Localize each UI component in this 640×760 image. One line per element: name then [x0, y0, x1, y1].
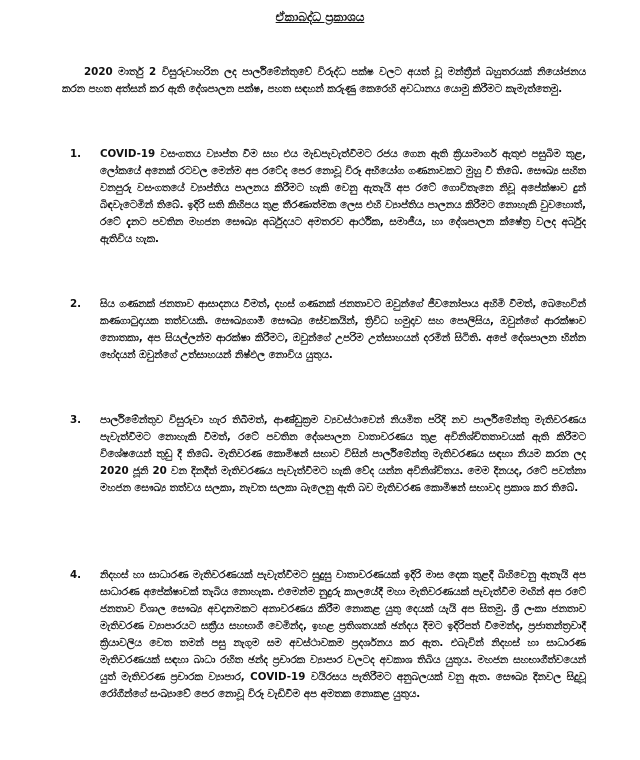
- item-number: 1.: [70, 148, 82, 160]
- item-number: 3.: [70, 414, 82, 426]
- item-text: පාර්ලිමේන්තුව විසුරුවා හැර තිබීමත්, ආණ්ඩුක්‍රම ව්‍යවස්ථාවෙන් නියමිත පරිදි නව පාර්ලිමේන්තු මැතිවරණය පැවැත්වීමට නොහැකි වීමත්, රටේ පවතින දේශපාලන වාතාවරණය තුළ අවිනිශ්චිතතාවයක් ඇති කිරීමට විශේෂයෙන් තුඩු දී තිබේ. මැතිවරණ කොමිෂන් සභාව විසින් පාර්ලිමේන්තු මැතිවරණය සඳහා නියම කරන ලද 2020 ජූනි 20 වන දිනදීත් මැතිවරණය පැවැත්වීමට හැකි වේද යන්න අවිනිශ්චිතය. මෙම දිනයද, රටේ පවත්නා මහජන සෞඛ්‍ය තත්වය සලකා, නැවත සලකා බැලෙනු ඇති බව මැතිවරණ කොමිෂන් සභාවද ප්‍රකාශ කර තිබේ.: [100, 414, 586, 494]
- item-text: COVID-19 වසංගතය ව්‍යාප්ත වීම සහ එය මැඩපැවැත්වීමට රජය ගෙන ඇති ක්‍රියාමාර්ග ඇතුළු පසුබිම තුළ, ලෝකයේ අනෙක් රටවල මෙන්ම අප රටේද පෙර නොවූ විරූ අභියෝග ගණනාවකට මුහු වී තිබේ. සෞඛ්‍ය සහිත වනපුරු වසංගතයේ ව්‍යාප්තිය පාලනය කිරීමට හැකි වෙනු ඇතැයි අප රටේ ගොවිතැනෙ නිවූ අපේක්ෂාව දුන් බිඳවැටෙමින් තිබේ. ඉදිරි සති කිහිපය තුළ තීරණාත්මක ලෙස එහි ව්‍යාප්තිය පාලනය කිරීමට නොහැකි වුවහොත්, රටේ දැනට පවතින මහජන සෞඛ්‍ය අර්බුදයට අමතරව ආර්ථික, සමාජීය, හා දේශපාලන ක්ෂේත්‍ර වලද අර්බුද ඇතිවිය හැක.: [100, 148, 586, 245]
- intro-paragraph: 2020 මාර්තු 2 විසුරුවාහරින ලද පාර්ලිමේන්තුවේ විරුද්ධ පක්ෂ වලට අයත් වූ මන්ත්‍රීන් බහුතරයක් නියෝජනය කරන පහත අත්සන් කර ඇති දේශපාලන පක්ෂ, පහත සඳහන් කරුණු කෙරෙහි අවධානය යොමු කිරීමට කැමැත්තෙමු.: [62, 66, 586, 95]
- item-number: 2.: [70, 298, 82, 310]
- item-text: නිදහස් හා සාධාරණ මැතිවරණයක් පැවැත්වීමට සුදුසු වාතාවරණයක් ඉදිරි මාස දෙක තුළදී බිහිවෙනු ඇතැයි අප සාධාරණ අපේක්ෂාවක් තැබිය නොහැක. එමෙන්ම නුදුරු කාලයේදී මහා මැතිවරණයක් පැවැත්වීම මඟින් අප රටේ ජනතාව විශාල සෞඛ්‍ය අවදානමකට අනාවරණය කිරීම නොකළ යුතු දෙයක් යැයි අප සිතමු. ශ්‍රී ලංකා ජනතාව මැතිවරණ ව්‍යාපාරයට සක්‍රීය සහභාගී වෙමින්ද, ඉහළ ප්‍රතිශතයක් ඡන්දය දීමට ඉදිරිපත් වීමෙන්ද, ප්‍රජාතන්ත්‍රවාදී ක්‍රියාවලිය වෙත තමන් පසු නැගුම සම අවස්ථාවකම ප්‍රදර්ශනය කර ඇත. එබැවින් නිදහස් හා සාධාරණ මැතිවරණයක් සඳහා බාධා රහිත ඡන්ද ප්‍රචාරක ව්‍යාපාර වලටද අවකාශ තිබිය යුතුය. මහජන සහභාගීත්වයෙන් යුත් මැතිවරණ ප්‍රචාරක ව්‍යාපාර, COVID-19 වයිරසය පැතිරීමට අනුබලයක් වනු ඇත. සෞඛ්‍ය දිනවල සිදුවූ රෝගීන්ගේ සංඛ්‍යාවේ පෙර නොවූ විරූ වැඩිවීම අප අමතක නොකළ යුතුය.: [100, 569, 586, 700]
- item-text: සිය ගණනක් ජනතාව ආසාදනය වීමත්, දහස් ගණනක් ජනතාවට ඔවුන්ගේ ජීවනෝපාය අහිමි වීමත්, බෙහෙවින් කණගාටුදායක තත්වයකි. සෞඛ්‍යගාමී සෞඛ්‍ය සේවකයින්, ත්‍රිවිධ හමුදාව සහ පොලිසිය, ඔවුන්ගේ ආරක්ෂාව නොතකා, අප සියල්ලන්ම ආරක්ෂා කිරීමට, ඔවුන්ගේ උපරිම උත්සාහයන් දරමින් සිටිති. අපේ දේශපාලන භින්න භේදයන් ඔවුන්ගේ උත්සාහයන් නිෂ්ඵල නොවිය යුතුය.: [100, 298, 586, 361]
- item-number: 4.: [70, 569, 82, 581]
- page-title: ඒකාබද්ධ ප්‍රකාශය: [275, 10, 365, 24]
